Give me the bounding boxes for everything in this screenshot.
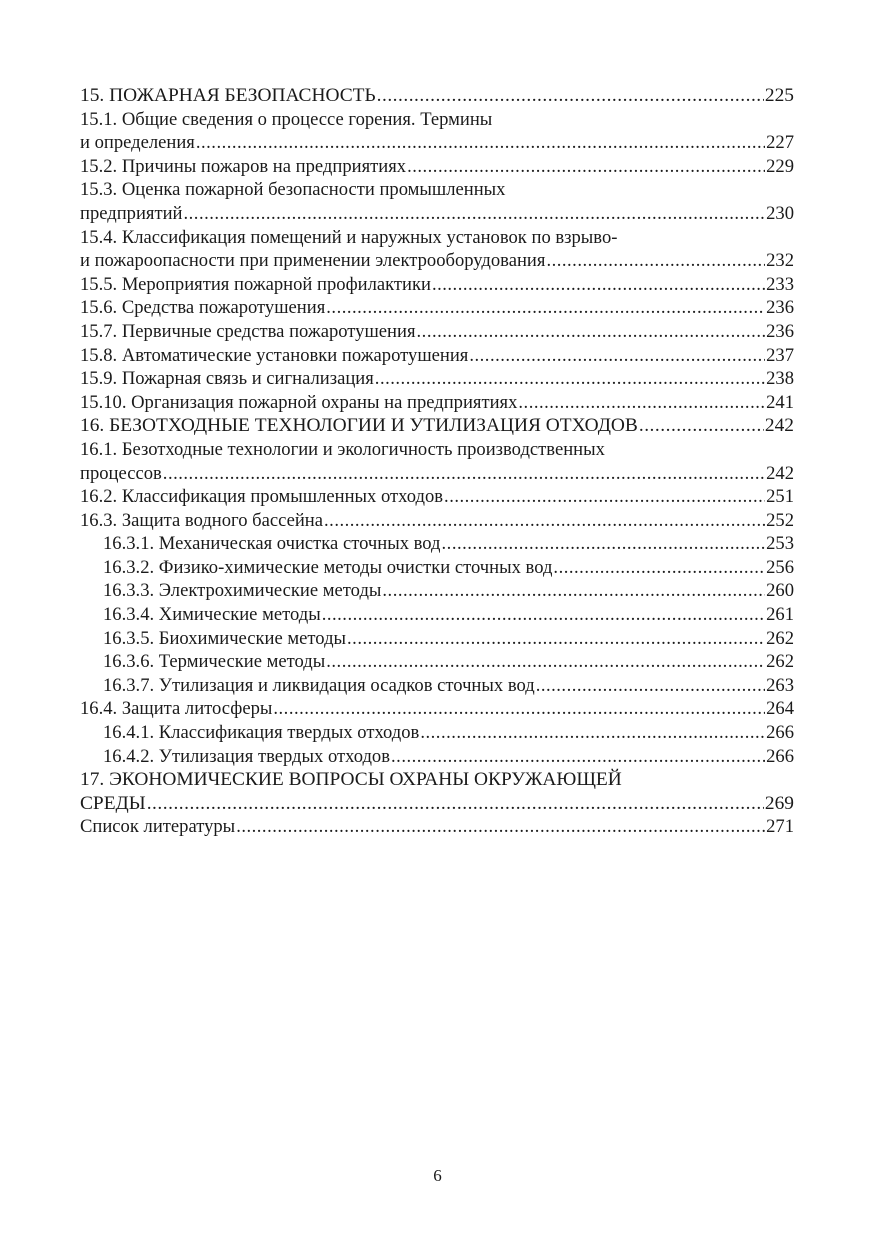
toc-entry: [80, 344, 794, 368]
toc-entry: [80, 155, 794, 179]
toc-entry-title-line: 15.3. Оценка пожарной безопасности промышленных: [80, 179, 506, 201]
toc-entry-title: 16.3.3. Электрохимические методы: [103, 580, 382, 602]
dot-leader: [273, 697, 765, 721]
toc-entry-title-line: 15.1. Общие сведения о процессе горения. Термины: [80, 108, 493, 130]
toc-entry: [80, 226, 794, 273]
toc-entry: [80, 579, 794, 603]
toc-entry-title-line: 17. ЭКОНОМИЧЕСКИЕ ВОПРОСЫ ОХРАНЫ ОКРУЖАЮЩЕЙ: [80, 769, 622, 791]
dot-leader: [382, 579, 765, 603]
toc-entry: [80, 603, 794, 627]
toc-entry-title: 16.4.1. Классификация твердых отходов: [103, 722, 420, 744]
toc-entry-page: 253: [766, 533, 794, 555]
dot-leader: [536, 674, 765, 698]
toc-entry-row: [80, 697, 794, 721]
dot-leader: [322, 603, 765, 627]
toc-entry-title-line: 16.1. Безотходные технологии и экологичность производственных: [80, 438, 605, 460]
toc-entry-title: СРЕДЫ: [80, 792, 146, 814]
toc-entry: [80, 556, 794, 580]
toc-entry-row: [80, 414, 794, 438]
toc-entry-row: [103, 579, 794, 603]
toc-entry-title: Список литературы: [80, 816, 236, 838]
toc-entry: [80, 320, 794, 344]
toc-entry-row: [80, 815, 794, 839]
toc-entry: [80, 509, 794, 533]
toc-entry-title: 15.10. Организация пожарной охраны на предприятиях: [80, 391, 518, 413]
toc-entry-row: [80, 320, 794, 344]
dot-leader: [420, 721, 765, 745]
toc-entry-page: 260: [766, 580, 794, 602]
dot-leader: [518, 391, 765, 415]
toc-entry-page: 233: [766, 273, 794, 295]
toc-entry-title: и пожароопасности при применении электрооборудования: [80, 250, 546, 272]
toc-entry-title: 16.4. Защита литосферы: [80, 698, 273, 720]
toc-entry-row: [80, 462, 794, 486]
toc-entry-row: [103, 721, 794, 745]
dot-leader: [326, 296, 765, 320]
dot-leader: [326, 650, 765, 674]
dot-leader: [375, 367, 765, 391]
toc-entry-title: 16.2. Классификация промышленных отходов: [80, 486, 444, 508]
toc-entry-title: 16.3.4. Химические методы: [103, 604, 321, 626]
dot-leader: [417, 320, 766, 344]
dot-leader: [469, 344, 765, 368]
toc-entry-page: 269: [764, 792, 794, 814]
toc-entry: [80, 532, 794, 556]
toc-entry-title: 15.8. Автоматические установки пожаротушения: [80, 344, 469, 366]
dot-leader: [184, 202, 766, 226]
toc-entry-row: [80, 155, 794, 179]
toc-entry: [80, 391, 794, 415]
toc-entry-page: 229: [766, 155, 794, 177]
toc-entry-title: 15.2. Причины пожаров на предприятиях: [80, 155, 407, 177]
toc-entry-row: [80, 296, 794, 320]
dot-leader: [546, 249, 765, 273]
toc-entry: [80, 627, 794, 651]
toc-entry-page: 262: [766, 651, 794, 673]
toc-entry: [80, 414, 794, 438]
toc-entry-row: [80, 344, 794, 368]
page-number: 6: [433, 1166, 442, 1185]
toc-entry: [80, 438, 794, 485]
toc-entry-title: 16.4.2. Утилизация твердых отходов: [103, 745, 391, 767]
toc-entry-title: 16. БЕЗОТХОДНЫЕ ТЕХНОЛОГИИ И УТИЛИЗАЦИЯ ОТХОДОВ: [80, 415, 638, 437]
toc-entry: [80, 768, 794, 815]
toc-entry-page: 230: [766, 202, 794, 224]
toc-entry-title: 16.3.2. Физико-химические методы очистки сточных вод: [103, 556, 553, 578]
dot-leader: [639, 414, 764, 438]
toc-entry-title: 16.3.5. Биохимические методы: [103, 627, 347, 649]
toc-entry-title: 15.7. Первичные средства пожаротушения: [80, 320, 416, 342]
toc-entry-page: 227: [766, 132, 794, 154]
toc-entry-page: 261: [766, 604, 794, 626]
dot-leader: [163, 462, 765, 486]
toc-entry: [80, 697, 794, 721]
toc-entry-row: [80, 509, 794, 533]
toc-entry-row: [103, 556, 794, 580]
toc-entry-row: [80, 792, 794, 816]
toc-entry-page: 266: [766, 722, 794, 744]
toc-entry: [80, 745, 794, 769]
toc-entry-title: и определения: [80, 132, 195, 154]
toc-entry-row: [80, 391, 794, 415]
toc-entry: [80, 108, 794, 155]
toc-entry-title: 16.3.6. Термические методы: [103, 651, 326, 673]
toc-entry-row: [80, 131, 794, 155]
toc-entry-page: 271: [766, 816, 794, 838]
toc-entry-page: 236: [766, 320, 794, 342]
toc-entry: [80, 721, 794, 745]
toc-entry: [80, 674, 794, 698]
toc-entry-title: 15. ПОЖАРНАЯ БЕЗОПАСНОСТЬ: [80, 85, 376, 106]
toc-entry-row: [80, 202, 794, 226]
toc-entry-row: [80, 485, 794, 509]
dot-leader: [324, 509, 765, 533]
toc-entry-row: [80, 367, 794, 391]
toc-entry: [80, 84, 794, 108]
toc-entry-title: 15.9. Пожарная связь и сигнализация: [80, 368, 374, 390]
toc-entry-title: предприятий: [80, 202, 183, 224]
toc-entry-page: 266: [766, 745, 794, 767]
toc-entry: [80, 296, 794, 320]
toc-entry-page: 252: [766, 509, 794, 531]
toc-entry-row: [103, 627, 794, 651]
toc-entry-page: 251: [766, 486, 794, 508]
toc-entry-page: 242: [764, 415, 794, 437]
toc-entry-page: 241: [766, 391, 794, 413]
dot-leader: [347, 627, 765, 651]
toc-entry-row: [103, 603, 794, 627]
toc-entry-page: 264: [766, 698, 794, 720]
toc-entry: [80, 650, 794, 674]
toc-entry-row: [103, 674, 794, 698]
dot-leader: [407, 155, 765, 179]
table-of-contents: [80, 84, 794, 839]
dot-leader: [432, 273, 765, 297]
toc-entry-page: 236: [766, 297, 794, 319]
toc-entry-title: 16.3.1. Механическая очистка сточных вод: [103, 533, 441, 555]
toc-entry: [80, 485, 794, 509]
dot-leader: [236, 815, 765, 839]
toc-entry-page: 262: [766, 627, 794, 649]
toc-entry-page: 232: [766, 250, 794, 272]
dot-leader: [553, 556, 765, 580]
toc-entry: [80, 815, 794, 839]
dot-leader: [391, 745, 765, 769]
dot-leader: [377, 84, 764, 108]
toc-entry-row: [80, 273, 794, 297]
toc-entry-row: [103, 532, 794, 556]
toc-entry-row: [103, 650, 794, 674]
toc-entry-title: 15.5. Мероприятия пожарной профилактики: [80, 273, 431, 295]
toc-entry-row: [103, 745, 794, 769]
toc-entry-page: 225: [764, 85, 794, 106]
toc-entry-title: 15.6. Средства пожаротушения: [80, 297, 326, 319]
toc-entry-title: процессов: [80, 462, 162, 484]
dot-leader: [147, 792, 764, 816]
toc-entry: [80, 367, 794, 391]
toc-entry-row: [80, 249, 794, 273]
toc-entry-page: 256: [766, 556, 794, 578]
dot-leader: [196, 131, 765, 155]
toc-entry-title: 16.3.7. Утилизация и ликвидация осадков сточных вод: [103, 674, 535, 696]
toc-entry-row: [80, 84, 794, 108]
toc-entry-title: 16.3. Защита водного бассейна: [80, 509, 324, 531]
toc-entry-page: 238: [766, 368, 794, 390]
dot-leader: [444, 485, 765, 509]
toc-entry: [80, 273, 794, 297]
toc-entry-page: 242: [766, 462, 794, 484]
toc-entry-page: 263: [766, 674, 794, 696]
toc-entry-title-line: 15.4. Классификация помещений и наружных установок по взрыво-: [80, 226, 618, 248]
dot-leader: [442, 532, 766, 556]
toc-entry: [80, 178, 794, 225]
toc-entry-page: 237: [766, 344, 794, 366]
